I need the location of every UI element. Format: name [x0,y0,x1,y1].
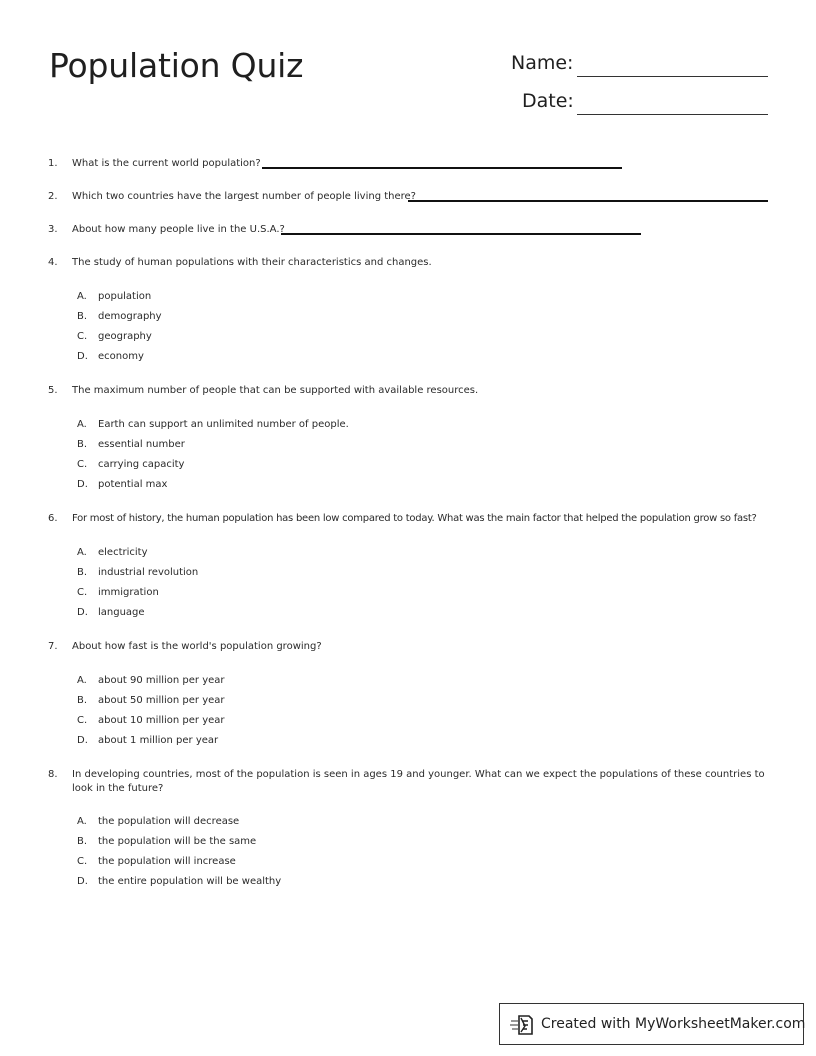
option-text: electricity [98,547,148,558]
question-number: 4. [48,257,58,268]
option-text: the population will decrease [98,816,240,827]
question-number: 3. [48,224,58,235]
answer-blank-1[interactable] [262,167,622,169]
option-text: Earth can support an unlimited number of people. [98,419,349,430]
option-letter: B. [77,567,88,578]
option-text: population [98,291,152,302]
option-text: geography [98,331,152,342]
question-number: 1. [48,158,58,169]
question-text: What is the current world population? [72,158,261,169]
option-letter: A. [77,816,87,827]
question-number: 2. [48,191,58,202]
question-text: About how fast is the world's population growing? [72,641,322,652]
option-text: economy [98,351,144,362]
answer-blank-2[interactable] [408,200,768,202]
option-text: essential number [98,439,185,450]
option-text: the population will be the same [98,836,257,847]
option-letter: C. [77,587,88,598]
question-text: In developing countries, most of the population is seen in ages 19 and younger. What can we expect the populations of these countries to look in the future? [72,769,765,794]
option-text: carrying capacity [98,459,185,470]
option-text: about 1 million per year [98,735,219,746]
option-text: about 10 million per year [98,715,225,726]
question-number: 8. [48,769,58,780]
option-letter: B. [77,311,88,322]
question-number: 7. [48,641,58,652]
option-text: about 90 million per year [98,675,225,686]
option-letter: D. [77,607,88,618]
page-title: Population Quiz [49,46,304,85]
option-text: industrial revolution [98,567,199,578]
name-field[interactable] [577,76,768,77]
option-letter: C. [77,459,88,470]
question-text: The maximum number of people that can be supported with available resources. [72,385,479,396]
option-letter: C. [77,331,88,342]
question-text: The study of human populations with their characteristics and changes. [72,257,432,268]
option-text: language [98,607,145,618]
name-label: Name: [511,52,574,74]
question-text: For most of history, the human population has been low compared to today. What was the main factor that helped the population grow so fast? [72,513,757,524]
question-number: 5. [48,385,58,396]
option-letter: A. [77,419,87,430]
option-letter: C. [77,856,88,867]
question-number: 6. [48,513,58,524]
option-letter: B. [77,439,88,450]
option-letter: B. [77,695,88,706]
option-letter: D. [77,479,88,490]
question-text: About how many people live in the U.S.A.? [72,224,285,235]
answer-blank-3[interactable] [281,233,641,235]
option-text: the population will increase [98,856,236,867]
created-with-badge[interactable] [499,1003,804,1045]
option-text: the entire population will be wealthy [98,876,282,887]
option-letter: D. [77,351,88,362]
option-text: demography [98,311,162,322]
badge-text: Created with MyWorksheetMaker.com [541,1016,806,1032]
option-text: immigration [98,587,159,598]
option-letter: A. [77,675,87,686]
option-letter: C. [77,715,88,726]
option-letter: A. [77,547,87,558]
question-text: Which two countries have the largest number of people living there? [72,191,416,202]
option-letter: D. [77,876,88,887]
option-text: about 50 million per year [98,695,225,706]
option-letter: D. [77,735,88,746]
option-text: potential max [98,479,168,490]
option-letter: A. [77,291,87,302]
date-field[interactable] [577,114,768,115]
date-label: Date: [522,90,574,112]
worksheet-maker-logo-icon [510,1013,534,1037]
option-letter: B. [77,836,88,847]
